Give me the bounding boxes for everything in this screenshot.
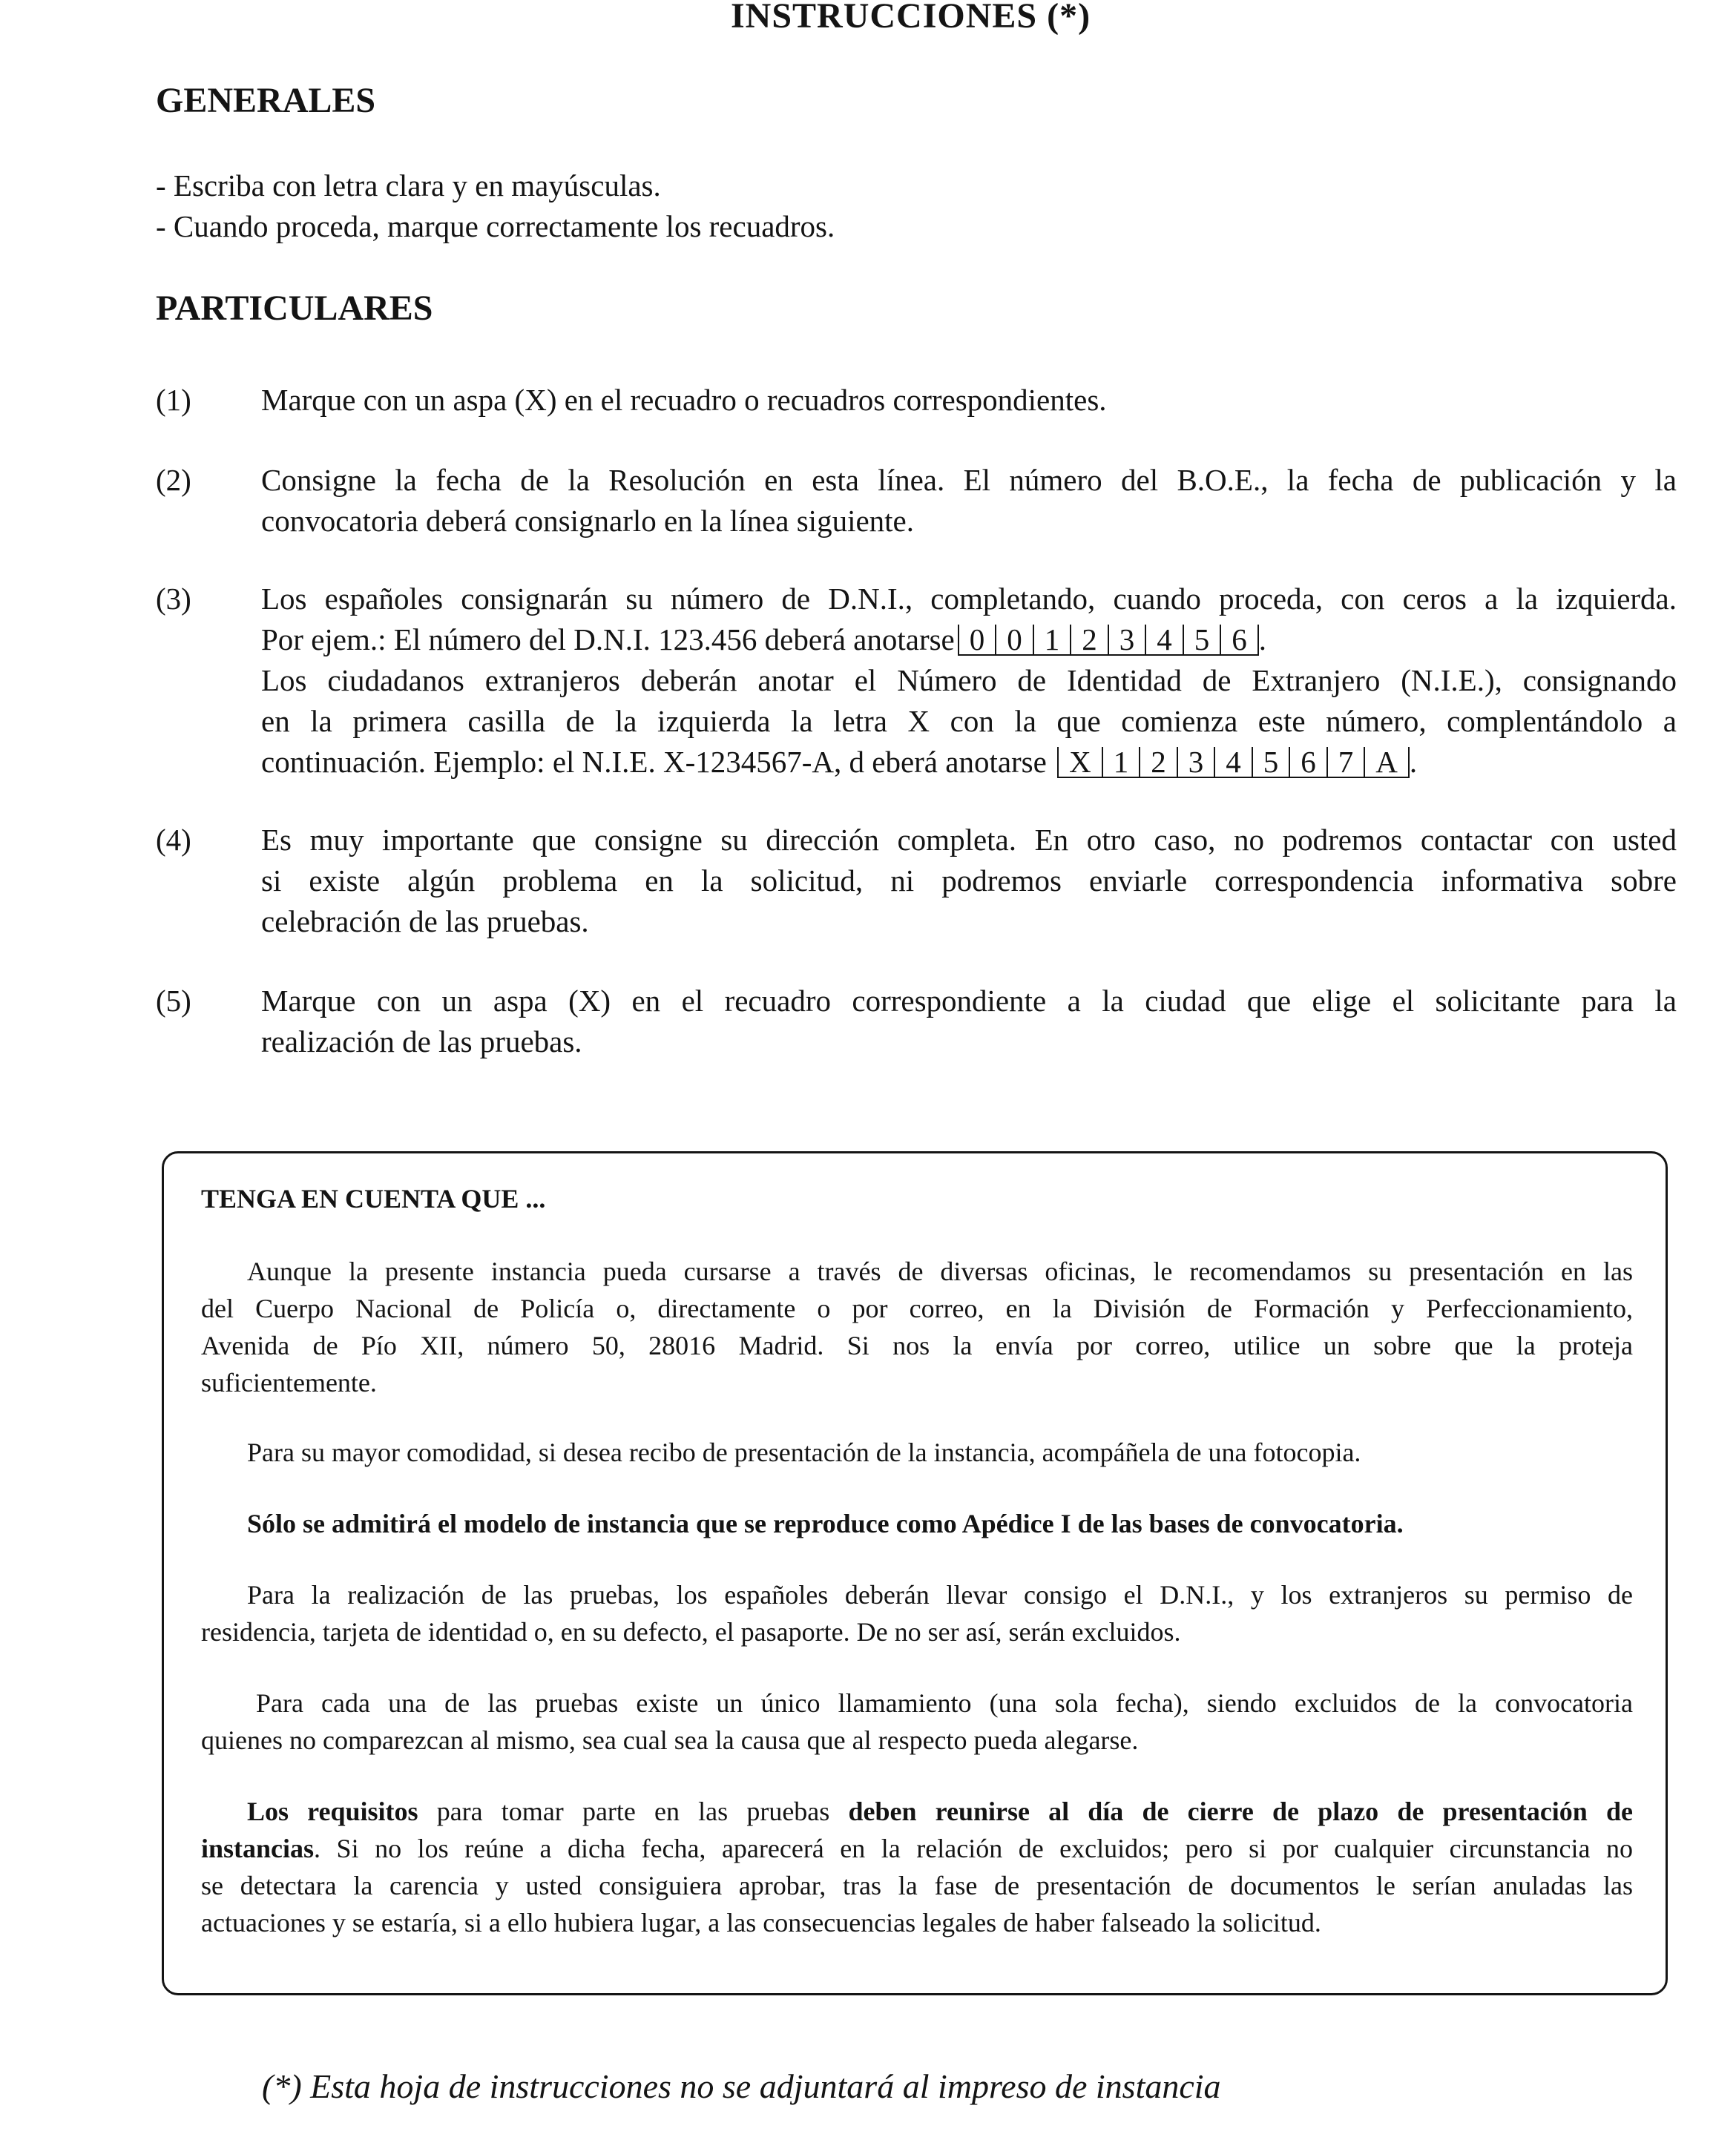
nie-box: 5: [1252, 747, 1289, 777]
nie-example-boxes: [1057, 747, 1410, 778]
nie-example-line: continuación. Ejemplo: el N.I.E. X-1234567-A, d eberá anotarse X 1 2 3 4 5 6 7 A .: [261, 745, 1418, 779]
item-text: Consigne la fecha de la Resolución en esta línea. El número del B.O.E., la fecha de publicación y la: [261, 463, 1677, 497]
dni-box: 0: [995, 625, 1033, 654]
generales-line-2: - Cuando proceda, marque correctamente los recuadros.: [156, 209, 835, 243]
item-text: Los ciudadanos extranjeros deberán anotar el Número de Identidad de Extranjero (N.I.E.), consignando: [261, 663, 1677, 697]
item-text: Es muy importante que consigne su dirección completa. En otro caso, no podremos contactar con usted: [261, 823, 1677, 857]
dni-box: 0: [958, 625, 996, 654]
item-text: Los españoles consignarán su número de D.N.I., completando, cuando proceda, con ceros a la izquierda.: [261, 582, 1677, 616]
notice-paragraph-1: Aunque la presente instancia pueda cursarse a través de diversas oficinas, le recomendamos su presentación en las del Cuerpo Nacional de Policía o, directamente o por correo, en la División de Formación y Perfeccionamiento, Avenida de Pío XII, número 50, 28016 Madrid. Si nos la envía por correo, utilice un sobre que la proteja suficientemente.: [201, 1257, 1633, 1397]
nie-box: 2: [1139, 747, 1177, 777]
dni-box: 1: [1033, 625, 1071, 654]
nie-box: 4: [1214, 747, 1252, 777]
generales-heading: GENERALES: [156, 81, 376, 120]
dni-box: 3: [1108, 625, 1145, 654]
item-text: continuación. Ejemplo: el N.I.E. X-1234567-A, d eberá anotarse: [261, 745, 1047, 779]
item-number: (2): [156, 463, 191, 497]
notice-paragraph-4: Para la realización de las pruebas, los españoles deberán llevar consigo el D.N.I., y los extranjeros su permiso de residencia, tarjeta de identidad o, en su defecto, el pasaporte. De no ser así, serán excluidos.: [201, 1580, 1633, 1647]
notice-paragraph-3: Sólo se admitirá el modelo de instancia que se reproduce como Apédice I de las bases de convocatoria.: [247, 1509, 1404, 1538]
notice-paragraph-6: Los requisitos para tomar parte en las pruebas deben reunirse al día de cierre de plazo de presentación de instancias. Si no los reúne a dicha fecha, aparecerá en la relación de excluidos; pero si por cualquier circunstancia no se detectara la carencia y usted consiguiera aprobar, tras la fase de presentación de documentos le serían anuladas las actuaciones y se estaría, si a ello hubiera lugar, a las consecuencias legales de haber falseado la solicitud.: [201, 1797, 1633, 1937]
item-number: (3): [156, 582, 191, 616]
item-text: realización de las pruebas.: [261, 1024, 582, 1059]
dni-box: 4: [1145, 625, 1183, 654]
notice-paragraph-5: Para cada una de las pruebas existe un único llamamiento (una sola fecha), siendo excluidos de la convocatoria quienes no comparezcan al mismo, sea cual sea la causa que al respecto pueda alegarse.: [201, 1688, 1633, 1755]
nie-box: A: [1364, 747, 1410, 777]
nie-box: 6: [1289, 747, 1326, 777]
item-text: Marque con un aspa (X) en el recuadro o recuadros correspondientes.: [261, 383, 1107, 417]
generales-line-1: - Escriba con letra clara y en mayúsculas.: [156, 168, 661, 203]
notice-paragraph-2: Para su mayor comodidad, si desea recibo de presentación de la instancia, acompáñela de una fotocopia.: [247, 1438, 1361, 1467]
nie-box: 1: [1102, 747, 1140, 777]
item-text: en la primera casilla de la izquierda la letra X con la que comienza este número, complentándolo a: [261, 704, 1677, 738]
dni-box: 5: [1183, 625, 1220, 654]
nie-box: 3: [1177, 747, 1214, 777]
notice-heading: TENGA EN CUENTA QUE ...: [201, 1184, 546, 1214]
item-number: (1): [156, 383, 191, 417]
dni-example-line: Por ejem.: El número del D.N.I. 123.456 deberá anotarse 0 0 1 2 3 4 5 6 .: [261, 622, 1267, 656]
item-text: Por ejem.: El número del D.N.I. 123.456 deberá anotarse: [261, 622, 955, 656]
item-text: convocatoria deberá consignarlo en la línea siguiente.: [261, 504, 914, 538]
item-text: celebración de las pruebas.: [261, 904, 589, 938]
item-text: Marque con un aspa (X) en el recuadro correspondiente a la ciudad que elige el solicitante para la: [261, 984, 1677, 1018]
nie-box: X: [1057, 747, 1102, 777]
particulares-heading: PARTICULARES: [156, 289, 433, 328]
dni-box: 6: [1220, 625, 1259, 654]
item-text: si existe algún problema en la solicitud, ni podremos enviarle correspondencia informativa sobre: [261, 863, 1677, 898]
item-number: (5): [156, 984, 191, 1018]
nie-box: 7: [1326, 747, 1364, 777]
dni-box: 2: [1070, 625, 1108, 654]
dni-example-boxes: [958, 622, 1259, 656]
footer-note: (*) Esta hoja de instrucciones no se adjuntará al impreso de instancia: [262, 2067, 1221, 2105]
notice-box: [162, 1151, 1668, 1995]
item-number: (4): [156, 823, 191, 857]
page-title: INSTRUCCIONES (*): [731, 0, 1091, 36]
